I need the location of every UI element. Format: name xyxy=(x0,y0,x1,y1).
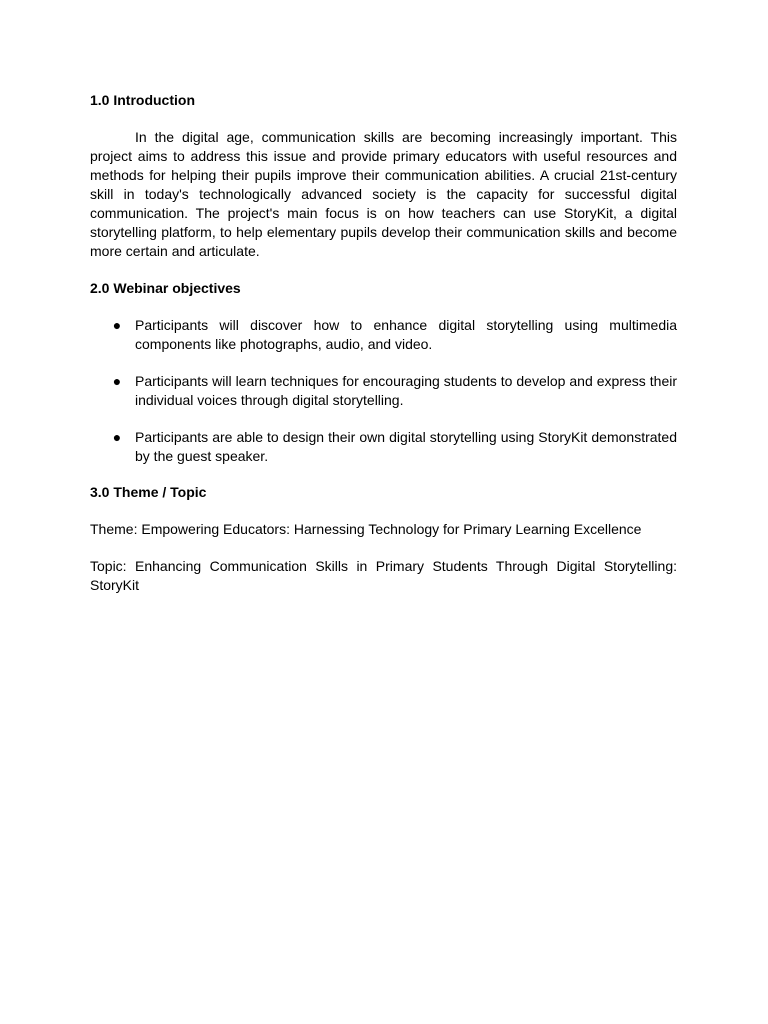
topic-line: Topic: Enhancing Communication Skills in Primary Students Through Digital Storytelling: StoryKit xyxy=(90,558,677,593)
objectives-heading: 2.0 Webinar objectives xyxy=(90,280,241,296)
theme-topic-heading: 3.0 Theme / Topic xyxy=(90,484,207,500)
bullet-icon: ● xyxy=(112,373,122,389)
bullet-icon: ● xyxy=(112,429,122,445)
theme-line: Theme: Empowering Educators: Harnessing Technology for Primary Learning Excellence xyxy=(90,521,642,537)
bullet-icon: ● xyxy=(112,317,122,333)
objectives-list xyxy=(90,316,677,466)
list-item xyxy=(90,316,677,354)
objective-text: Participants will discover how to enhance digital storytelling using multimedia components like photographs, audio, and video. xyxy=(135,317,677,352)
introduction-heading: 1.0 Introduction xyxy=(90,92,195,108)
objective-text: Participants will learn techniques for encouraging students to develop and express their individual voices through digital storytelling. xyxy=(135,373,677,408)
list-item xyxy=(90,372,677,410)
introduction-paragraph: In the digital age, communication skills are becoming increasingly important. This project aims to address this issue and provide primary educators with useful resources and methods for helping their pupils improve their communication abilities. A crucial 21st-century skill in today's technologically advanced society is the capacity for successful digital communication. The project's main focus is on how teachers can use StoryKit, a digital storytelling platform, to help elementary pupils develop their communication skills and become more certain and articulate. xyxy=(90,129,677,259)
objective-text: Participants are able to design their own digital storytelling using StoryKit demonstrated by the guest speaker. xyxy=(135,429,677,464)
list-item xyxy=(90,428,677,466)
document-page xyxy=(90,91,677,595)
